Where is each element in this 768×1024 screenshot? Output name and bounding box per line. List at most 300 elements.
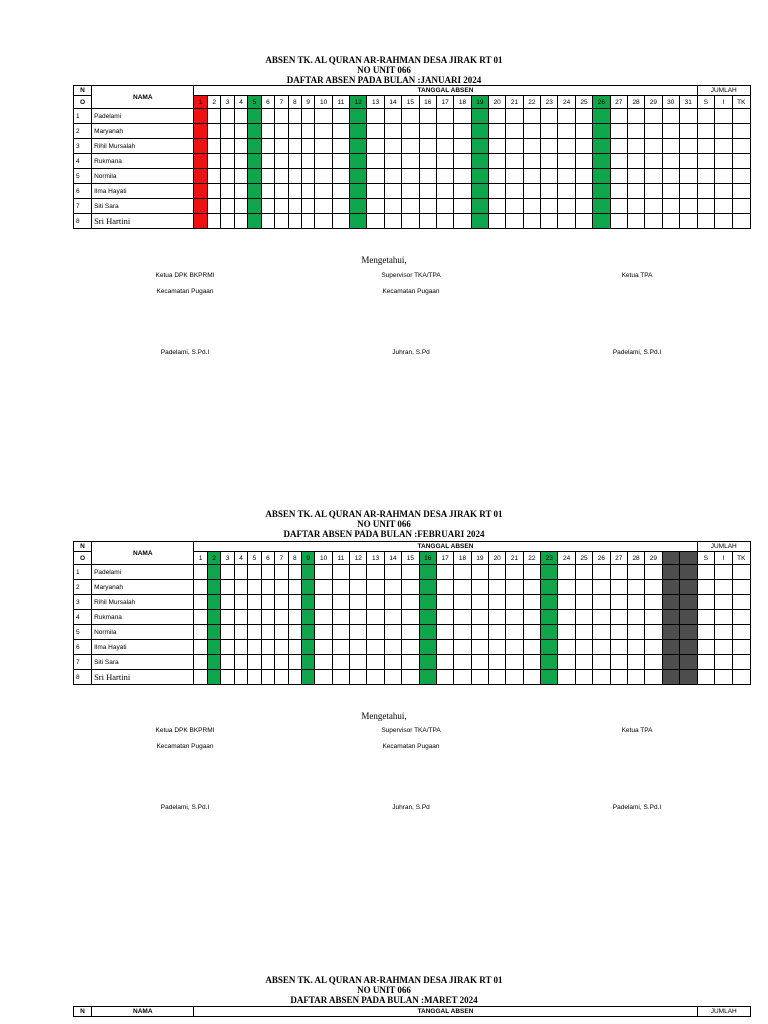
attendance-cell[interactable] bbox=[350, 610, 367, 625]
attendance-cell[interactable] bbox=[541, 109, 558, 124]
attendance-cell[interactable] bbox=[275, 565, 288, 580]
attendance-cell[interactable] bbox=[221, 199, 234, 214]
attendance-cell[interactable] bbox=[419, 610, 436, 625]
attendance-cell[interactable] bbox=[558, 595, 575, 610]
attendance-cell[interactable] bbox=[367, 595, 384, 610]
jumlah-cell[interactable] bbox=[715, 154, 733, 169]
attendance-cell[interactable] bbox=[436, 169, 453, 184]
attendance-cell[interactable] bbox=[301, 655, 314, 670]
attendance-cell[interactable] bbox=[275, 169, 288, 184]
attendance-cell[interactable] bbox=[402, 109, 419, 124]
jumlah-cell[interactable] bbox=[715, 169, 733, 184]
attendance-cell[interactable] bbox=[288, 139, 301, 154]
attendance-cell[interactable] bbox=[419, 109, 436, 124]
attendance-cell[interactable] bbox=[627, 670, 644, 685]
attendance-cell[interactable] bbox=[575, 169, 592, 184]
attendance-cell[interactable] bbox=[207, 169, 220, 184]
jumlah-cell[interactable] bbox=[715, 610, 733, 625]
attendance-cell[interactable] bbox=[402, 640, 419, 655]
attendance-cell[interactable] bbox=[194, 214, 207, 229]
attendance-cell[interactable] bbox=[558, 154, 575, 169]
jumlah-cell[interactable] bbox=[697, 580, 715, 595]
jumlah-cell[interactable] bbox=[732, 109, 750, 124]
attendance-cell[interactable] bbox=[436, 214, 453, 229]
attendance-cell[interactable] bbox=[384, 109, 401, 124]
jumlah-cell[interactable] bbox=[715, 139, 733, 154]
attendance-cell[interactable] bbox=[301, 139, 314, 154]
attendance-cell[interactable] bbox=[402, 595, 419, 610]
attendance-cell[interactable] bbox=[575, 214, 592, 229]
attendance-cell[interactable] bbox=[558, 199, 575, 214]
jumlah-cell[interactable] bbox=[715, 124, 733, 139]
attendance-cell[interactable] bbox=[301, 109, 314, 124]
attendance-cell[interactable] bbox=[610, 139, 627, 154]
attendance-cell[interactable] bbox=[221, 184, 234, 199]
attendance-cell[interactable] bbox=[207, 610, 220, 625]
attendance-cell[interactable] bbox=[288, 580, 301, 595]
attendance-cell[interactable] bbox=[541, 580, 558, 595]
jumlah-cell[interactable] bbox=[732, 625, 750, 640]
attendance-cell[interactable] bbox=[367, 184, 384, 199]
attendance-cell[interactable] bbox=[402, 610, 419, 625]
attendance-cell[interactable] bbox=[506, 655, 523, 670]
jumlah-cell[interactable] bbox=[732, 124, 750, 139]
attendance-cell[interactable] bbox=[350, 625, 367, 640]
attendance-cell[interactable] bbox=[610, 109, 627, 124]
attendance-cell[interactable] bbox=[575, 109, 592, 124]
attendance-cell[interactable] bbox=[541, 595, 558, 610]
attendance-cell[interactable] bbox=[436, 184, 453, 199]
attendance-cell[interactable] bbox=[367, 640, 384, 655]
attendance-cell[interactable] bbox=[645, 625, 662, 640]
attendance-cell[interactable] bbox=[315, 139, 332, 154]
attendance-cell[interactable] bbox=[558, 580, 575, 595]
attendance-cell[interactable] bbox=[350, 670, 367, 685]
attendance-cell[interactable] bbox=[301, 610, 314, 625]
attendance-cell[interactable] bbox=[541, 565, 558, 580]
attendance-cell[interactable] bbox=[454, 580, 471, 595]
jumlah-cell[interactable] bbox=[715, 670, 733, 685]
attendance-cell[interactable] bbox=[288, 625, 301, 640]
attendance-cell[interactable] bbox=[610, 610, 627, 625]
attendance-cell[interactable] bbox=[471, 640, 488, 655]
attendance-cell[interactable] bbox=[541, 124, 558, 139]
attendance-cell[interactable] bbox=[234, 199, 247, 214]
attendance-cell[interactable] bbox=[419, 154, 436, 169]
attendance-cell[interactable] bbox=[275, 199, 288, 214]
attendance-cell[interactable] bbox=[234, 139, 247, 154]
jumlah-cell[interactable] bbox=[715, 625, 733, 640]
attendance-cell[interactable] bbox=[402, 670, 419, 685]
attendance-cell[interactable] bbox=[275, 655, 288, 670]
attendance-cell[interactable] bbox=[288, 640, 301, 655]
attendance-cell[interactable] bbox=[679, 610, 697, 625]
attendance-cell[interactable] bbox=[261, 169, 274, 184]
attendance-cell[interactable] bbox=[384, 640, 401, 655]
attendance-cell[interactable] bbox=[471, 139, 488, 154]
attendance-cell[interactable] bbox=[645, 199, 662, 214]
attendance-cell[interactable] bbox=[301, 124, 314, 139]
attendance-cell[interactable] bbox=[645, 655, 662, 670]
attendance-cell[interactable] bbox=[261, 580, 274, 595]
attendance-cell[interactable] bbox=[575, 670, 592, 685]
attendance-cell[interactable] bbox=[523, 109, 540, 124]
attendance-cell[interactable] bbox=[261, 199, 274, 214]
attendance-cell[interactable] bbox=[454, 670, 471, 685]
attendance-cell[interactable] bbox=[662, 670, 679, 685]
attendance-cell[interactable] bbox=[332, 625, 349, 640]
attendance-cell[interactable] bbox=[419, 214, 436, 229]
attendance-cell[interactable] bbox=[662, 655, 679, 670]
attendance-cell[interactable] bbox=[261, 610, 274, 625]
attendance-cell[interactable] bbox=[523, 184, 540, 199]
attendance-cell[interactable] bbox=[627, 214, 644, 229]
jumlah-cell[interactable] bbox=[715, 184, 733, 199]
attendance-cell[interactable] bbox=[610, 199, 627, 214]
attendance-cell[interactable] bbox=[627, 565, 644, 580]
attendance-cell[interactable] bbox=[402, 565, 419, 580]
attendance-cell[interactable] bbox=[679, 670, 697, 685]
attendance-cell[interactable] bbox=[610, 565, 627, 580]
attendance-cell[interactable] bbox=[384, 154, 401, 169]
attendance-cell[interactable] bbox=[261, 109, 274, 124]
attendance-cell[interactable] bbox=[350, 199, 367, 214]
attendance-cell[interactable] bbox=[248, 124, 261, 139]
attendance-cell[interactable] bbox=[471, 214, 488, 229]
attendance-cell[interactable] bbox=[436, 565, 453, 580]
attendance-cell[interactable] bbox=[288, 184, 301, 199]
attendance-cell[interactable] bbox=[367, 169, 384, 184]
attendance-cell[interactable] bbox=[275, 214, 288, 229]
attendance-cell[interactable] bbox=[558, 124, 575, 139]
attendance-cell[interactable] bbox=[367, 154, 384, 169]
attendance-cell[interactable] bbox=[645, 139, 662, 154]
attendance-cell[interactable] bbox=[489, 670, 506, 685]
attendance-cell[interactable] bbox=[662, 214, 679, 229]
attendance-cell[interactable] bbox=[301, 184, 314, 199]
attendance-cell[interactable] bbox=[275, 109, 288, 124]
attendance-cell[interactable] bbox=[593, 199, 610, 214]
attendance-cell[interactable] bbox=[610, 670, 627, 685]
attendance-cell[interactable] bbox=[402, 124, 419, 139]
attendance-cell[interactable] bbox=[301, 214, 314, 229]
attendance-cell[interactable] bbox=[221, 625, 234, 640]
attendance-cell[interactable] bbox=[248, 154, 261, 169]
attendance-cell[interactable] bbox=[489, 565, 506, 580]
attendance-cell[interactable] bbox=[301, 625, 314, 640]
attendance-cell[interactable] bbox=[332, 199, 349, 214]
attendance-cell[interactable] bbox=[332, 214, 349, 229]
attendance-cell[interactable] bbox=[221, 580, 234, 595]
attendance-cell[interactable] bbox=[575, 625, 592, 640]
attendance-cell[interactable] bbox=[402, 154, 419, 169]
attendance-cell[interactable] bbox=[489, 580, 506, 595]
attendance-cell[interactable] bbox=[679, 124, 697, 139]
attendance-cell[interactable] bbox=[367, 109, 384, 124]
attendance-cell[interactable] bbox=[645, 565, 662, 580]
attendance-cell[interactable] bbox=[436, 595, 453, 610]
attendance-cell[interactable] bbox=[436, 670, 453, 685]
attendance-cell[interactable] bbox=[679, 154, 697, 169]
attendance-cell[interactable] bbox=[288, 109, 301, 124]
attendance-cell[interactable] bbox=[575, 139, 592, 154]
attendance-cell[interactable] bbox=[275, 580, 288, 595]
attendance-cell[interactable] bbox=[332, 154, 349, 169]
attendance-cell[interactable] bbox=[645, 580, 662, 595]
attendance-cell[interactable] bbox=[275, 670, 288, 685]
attendance-cell[interactable] bbox=[489, 139, 506, 154]
attendance-cell[interactable] bbox=[384, 595, 401, 610]
attendance-cell[interactable] bbox=[662, 580, 679, 595]
attendance-cell[interactable] bbox=[558, 670, 575, 685]
attendance-cell[interactable] bbox=[454, 169, 471, 184]
attendance-cell[interactable] bbox=[367, 655, 384, 670]
attendance-cell[interactable] bbox=[489, 199, 506, 214]
attendance-cell[interactable] bbox=[558, 565, 575, 580]
attendance-cell[interactable] bbox=[301, 199, 314, 214]
attendance-cell[interactable] bbox=[610, 214, 627, 229]
attendance-cell[interactable] bbox=[402, 655, 419, 670]
attendance-cell[interactable] bbox=[523, 655, 540, 670]
jumlah-cell[interactable] bbox=[697, 199, 715, 214]
attendance-cell[interactable] bbox=[489, 595, 506, 610]
attendance-cell[interactable] bbox=[593, 625, 610, 640]
attendance-cell[interactable] bbox=[248, 625, 261, 640]
attendance-cell[interactable] bbox=[248, 565, 261, 580]
attendance-cell[interactable] bbox=[207, 154, 220, 169]
attendance-cell[interactable] bbox=[221, 670, 234, 685]
attendance-cell[interactable] bbox=[523, 640, 540, 655]
attendance-cell[interactable] bbox=[350, 580, 367, 595]
attendance-cell[interactable] bbox=[275, 154, 288, 169]
attendance-cell[interactable] bbox=[593, 184, 610, 199]
attendance-cell[interactable] bbox=[436, 109, 453, 124]
attendance-cell[interactable] bbox=[402, 625, 419, 640]
attendance-cell[interactable] bbox=[645, 610, 662, 625]
attendance-cell[interactable] bbox=[315, 154, 332, 169]
attendance-cell[interactable] bbox=[593, 169, 610, 184]
attendance-cell[interactable] bbox=[248, 670, 261, 685]
attendance-cell[interactable] bbox=[332, 184, 349, 199]
attendance-cell[interactable] bbox=[207, 670, 220, 685]
attendance-cell[interactable] bbox=[679, 565, 697, 580]
attendance-cell[interactable] bbox=[419, 199, 436, 214]
jumlah-cell[interactable] bbox=[697, 124, 715, 139]
attendance-cell[interactable] bbox=[627, 184, 644, 199]
attendance-cell[interactable] bbox=[645, 640, 662, 655]
jumlah-cell[interactable] bbox=[697, 154, 715, 169]
attendance-cell[interactable] bbox=[679, 109, 697, 124]
attendance-cell[interactable] bbox=[350, 640, 367, 655]
attendance-cell[interactable] bbox=[558, 214, 575, 229]
attendance-cell[interactable] bbox=[662, 184, 679, 199]
attendance-cell[interactable] bbox=[402, 184, 419, 199]
attendance-cell[interactable] bbox=[679, 655, 697, 670]
attendance-cell[interactable] bbox=[315, 595, 332, 610]
attendance-cell[interactable] bbox=[436, 625, 453, 640]
attendance-cell[interactable] bbox=[471, 199, 488, 214]
attendance-cell[interactable] bbox=[523, 124, 540, 139]
attendance-cell[interactable] bbox=[489, 625, 506, 640]
jumlah-cell[interactable] bbox=[697, 169, 715, 184]
attendance-cell[interactable] bbox=[221, 169, 234, 184]
attendance-cell[interactable] bbox=[301, 580, 314, 595]
attendance-cell[interactable] bbox=[419, 184, 436, 199]
attendance-cell[interactable] bbox=[275, 610, 288, 625]
attendance-cell[interactable] bbox=[288, 214, 301, 229]
attendance-cell[interactable] bbox=[350, 595, 367, 610]
attendance-cell[interactable] bbox=[575, 199, 592, 214]
attendance-cell[interactable] bbox=[402, 169, 419, 184]
attendance-cell[interactable] bbox=[207, 580, 220, 595]
attendance-cell[interactable] bbox=[645, 124, 662, 139]
attendance-cell[interactable] bbox=[506, 580, 523, 595]
attendance-cell[interactable] bbox=[558, 169, 575, 184]
attendance-cell[interactable] bbox=[454, 595, 471, 610]
jumlah-cell[interactable] bbox=[732, 640, 750, 655]
attendance-cell[interactable] bbox=[506, 184, 523, 199]
attendance-cell[interactable] bbox=[679, 580, 697, 595]
attendance-cell[interactable] bbox=[679, 169, 697, 184]
attendance-cell[interactable] bbox=[288, 565, 301, 580]
attendance-cell[interactable] bbox=[261, 640, 274, 655]
attendance-cell[interactable] bbox=[207, 109, 220, 124]
attendance-cell[interactable] bbox=[350, 565, 367, 580]
attendance-cell[interactable] bbox=[384, 184, 401, 199]
attendance-cell[interactable] bbox=[454, 640, 471, 655]
attendance-cell[interactable] bbox=[261, 124, 274, 139]
attendance-cell[interactable] bbox=[350, 214, 367, 229]
attendance-cell[interactable] bbox=[627, 139, 644, 154]
attendance-cell[interactable] bbox=[315, 199, 332, 214]
attendance-cell[interactable] bbox=[593, 139, 610, 154]
attendance-cell[interactable] bbox=[301, 595, 314, 610]
attendance-cell[interactable] bbox=[248, 199, 261, 214]
attendance-cell[interactable] bbox=[575, 184, 592, 199]
attendance-cell[interactable] bbox=[627, 640, 644, 655]
attendance-cell[interactable] bbox=[506, 214, 523, 229]
attendance-cell[interactable] bbox=[402, 199, 419, 214]
attendance-cell[interactable] bbox=[350, 169, 367, 184]
attendance-cell[interactable] bbox=[506, 595, 523, 610]
attendance-cell[interactable] bbox=[402, 580, 419, 595]
attendance-cell[interactable] bbox=[419, 670, 436, 685]
attendance-cell[interactable] bbox=[575, 580, 592, 595]
jumlah-cell[interactable] bbox=[715, 199, 733, 214]
attendance-cell[interactable] bbox=[301, 169, 314, 184]
attendance-cell[interactable] bbox=[523, 139, 540, 154]
attendance-cell[interactable] bbox=[662, 124, 679, 139]
attendance-cell[interactable] bbox=[288, 655, 301, 670]
attendance-cell[interactable] bbox=[419, 565, 436, 580]
attendance-cell[interactable] bbox=[610, 595, 627, 610]
attendance-cell[interactable] bbox=[315, 109, 332, 124]
attendance-cell[interactable] bbox=[679, 139, 697, 154]
attendance-cell[interactable] bbox=[301, 640, 314, 655]
attendance-cell[interactable] bbox=[523, 610, 540, 625]
attendance-cell[interactable] bbox=[315, 625, 332, 640]
attendance-cell[interactable] bbox=[593, 595, 610, 610]
attendance-cell[interactable] bbox=[221, 109, 234, 124]
attendance-cell[interactable] bbox=[194, 139, 207, 154]
attendance-cell[interactable] bbox=[454, 610, 471, 625]
attendance-cell[interactable] bbox=[234, 214, 247, 229]
attendance-cell[interactable] bbox=[541, 169, 558, 184]
attendance-cell[interactable] bbox=[593, 214, 610, 229]
attendance-cell[interactable] bbox=[454, 139, 471, 154]
attendance-cell[interactable] bbox=[301, 565, 314, 580]
attendance-cell[interactable] bbox=[194, 199, 207, 214]
attendance-cell[interactable] bbox=[471, 565, 488, 580]
attendance-cell[interactable] bbox=[541, 154, 558, 169]
attendance-cell[interactable] bbox=[301, 670, 314, 685]
attendance-cell[interactable] bbox=[332, 139, 349, 154]
jumlah-cell[interactable] bbox=[715, 214, 733, 229]
attendance-cell[interactable] bbox=[194, 184, 207, 199]
jumlah-cell[interactable] bbox=[697, 610, 715, 625]
attendance-cell[interactable] bbox=[662, 610, 679, 625]
attendance-cell[interactable] bbox=[234, 124, 247, 139]
attendance-cell[interactable] bbox=[489, 610, 506, 625]
jumlah-cell[interactable] bbox=[732, 139, 750, 154]
attendance-cell[interactable] bbox=[367, 214, 384, 229]
attendance-cell[interactable] bbox=[471, 169, 488, 184]
attendance-cell[interactable] bbox=[662, 109, 679, 124]
attendance-cell[interactable] bbox=[506, 565, 523, 580]
attendance-cell[interactable] bbox=[454, 214, 471, 229]
attendance-cell[interactable] bbox=[489, 640, 506, 655]
attendance-cell[interactable] bbox=[627, 169, 644, 184]
attendance-cell[interactable] bbox=[558, 109, 575, 124]
attendance-cell[interactable] bbox=[384, 139, 401, 154]
attendance-cell[interactable] bbox=[315, 184, 332, 199]
attendance-cell[interactable] bbox=[234, 154, 247, 169]
attendance-cell[interactable] bbox=[288, 670, 301, 685]
attendance-cell[interactable] bbox=[662, 139, 679, 154]
attendance-cell[interactable] bbox=[593, 565, 610, 580]
attendance-cell[interactable] bbox=[288, 124, 301, 139]
jumlah-cell[interactable] bbox=[715, 640, 733, 655]
attendance-cell[interactable] bbox=[367, 625, 384, 640]
attendance-cell[interactable] bbox=[248, 109, 261, 124]
attendance-cell[interactable] bbox=[679, 199, 697, 214]
attendance-cell[interactable] bbox=[332, 124, 349, 139]
attendance-cell[interactable] bbox=[384, 655, 401, 670]
attendance-cell[interactable] bbox=[506, 109, 523, 124]
jumlah-cell[interactable] bbox=[732, 655, 750, 670]
attendance-cell[interactable] bbox=[558, 625, 575, 640]
attendance-cell[interactable] bbox=[261, 670, 274, 685]
jumlah-cell[interactable] bbox=[715, 580, 733, 595]
attendance-cell[interactable] bbox=[350, 184, 367, 199]
jumlah-cell[interactable] bbox=[697, 139, 715, 154]
attendance-cell[interactable] bbox=[234, 655, 247, 670]
attendance-cell[interactable] bbox=[207, 184, 220, 199]
attendance-cell[interactable] bbox=[489, 184, 506, 199]
attendance-cell[interactable] bbox=[332, 169, 349, 184]
attendance-cell[interactable] bbox=[610, 124, 627, 139]
attendance-cell[interactable] bbox=[558, 184, 575, 199]
attendance-cell[interactable] bbox=[436, 139, 453, 154]
attendance-cell[interactable] bbox=[506, 139, 523, 154]
attendance-cell[interactable] bbox=[315, 580, 332, 595]
attendance-cell[interactable] bbox=[367, 124, 384, 139]
attendance-cell[interactable] bbox=[558, 610, 575, 625]
attendance-cell[interactable] bbox=[384, 625, 401, 640]
attendance-cell[interactable] bbox=[234, 184, 247, 199]
attendance-cell[interactable] bbox=[471, 154, 488, 169]
attendance-cell[interactable] bbox=[419, 595, 436, 610]
